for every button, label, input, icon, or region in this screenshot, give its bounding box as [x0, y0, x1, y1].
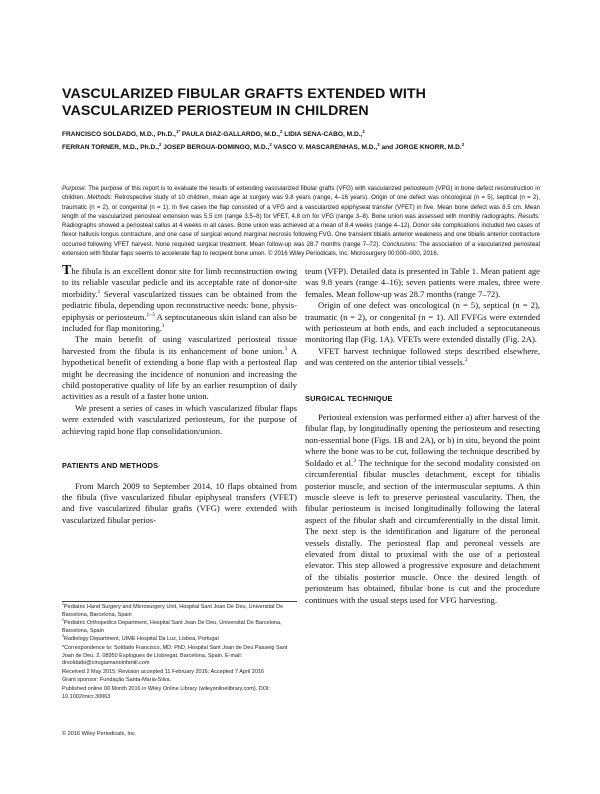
author-name: FERRAN TORNER, M.D., Ph.D.,	[62, 144, 159, 151]
affiliation-marker: 1*	[175, 128, 180, 134]
citation: 3	[353, 457, 356, 464]
abstract	[62, 184, 540, 258]
abstract-results-label: Results:	[517, 212, 540, 220]
abstract-methods: Retrospective study of 10 children, mean age at surgery was 9.8 years (range, 4–16 years). Origin of one defect was oncological (n = 5), septical (n = 2), traumatic (n = 2), or congenital (n = 1). In five cases the flap consisted of a VFG and a vascularized epiphyseal transfer (VFET) in five. Mean bone defect was 8.5 cm. Mean length of the vascularized periosteal extension was 5.5 cm (range 3.5–8) for VFET, 4.8 cm for VFG (range 3–8). Bone union was assessed with monthly radiographs.	[62, 194, 540, 220]
body-text: he fibula is an excellent donor site for limb reconstruction owing to its reliable vascular pedicle and its acceptable rate of donor-site morbidity.	[62, 266, 297, 299]
footnotes	[62, 601, 297, 702]
citation: 1	[97, 288, 101, 295]
author-name: FRANCISCO SOLDADO, M.D., Ph.D.,	[62, 131, 176, 138]
author-name: LIDIA SENA-CABO, M.D.,	[282, 131, 363, 138]
intro-paragraph-3: We present a series of cases in which vascularized fibular flaps were extended with vascularized periosteum, for the purpose of achieving rapid bone flap consolidation/union.	[62, 402, 297, 436]
affiliation-marker: 2	[362, 128, 365, 134]
title-line-1: VASCULARIZED FIBULAR GRAFTS EXTENDED WITH	[62, 86, 427, 102]
affiliation-marker: 2	[269, 141, 272, 147]
body-text: Periosteal extension was performed either a) after harvest of the fibular flap, by longitudinally opening the periosteum and resecting non-essential bone (Figs. 1B and 2A), or b) in situ, beyond the point where the bone was to be cut, following the technique described by Soldado et al.	[305, 412, 540, 468]
abstract-text	[62, 184, 540, 258]
section-heading-patients-methods: PATIENTS AND METHODS	[62, 461, 159, 471]
abstract-methods-label: Methods:	[87, 194, 113, 202]
footnote-received: Received 2 May 2015; Revision accepted 11 February 2016; Accepted 7 April 2016	[62, 668, 264, 675]
author-list	[62, 128, 542, 154]
left-column	[62, 263, 297, 526]
body-text: A hypothetical benefit of extending a bone flap with a periosteal flap might be decreasing the incidence of nonunion and increasing the child postoperative quality of life by an earlier resumption of daily activities as a result of a faster bone union.	[62, 345, 297, 402]
right-column	[305, 266, 540, 606]
author-name: VASCO V. MASCARENHAS, M.D.,	[271, 144, 378, 151]
authors-line-1	[62, 128, 542, 141]
methods-paragraph-2: Origin of one defect was oncological (n = 5), septical (n = 2), traumatic (n = 2), or congenital (n = 1). All FVFGs were extended with periosteum at both ends, and each included a septocutaneous monitoring flap (Fig. 1A). VFETs were extended distally (Fig. 2A).	[305, 300, 540, 345]
citation: 3	[284, 345, 288, 352]
technique-paragraph-1	[305, 412, 540, 606]
affiliation-marker: 1	[62, 602, 64, 607]
section-heading-surgical-technique: SURGICAL TECHNIQUE	[305, 393, 393, 403]
footnote-affiliation-2	[62, 620, 297, 635]
citation: 1	[161, 323, 165, 330]
abstract-purpose-label: Purpose:	[62, 185, 87, 192]
article-title	[62, 86, 532, 120]
affiliation-marker: 2	[280, 128, 283, 134]
affiliation-marker: 2	[461, 141, 465, 147]
authors-line-2	[62, 141, 542, 154]
affiliation-marker: 2	[62, 618, 64, 623]
footnote-text: Radiology Department, UIME Hospital Da Luz, Lisboa, Portugal	[63, 636, 219, 643]
author-name: JOSEP BERGUA-DOMINGO, M.D.,	[161, 144, 270, 151]
affiliation-marker: 3	[377, 141, 380, 147]
citation: 1–3	[146, 311, 155, 318]
footnote-affiliation-3	[62, 636, 297, 644]
footnote-text: Pediatric Hand Surgery and Microsurgery Unit, Hospital Sant Joan De Deu, Universitat De Barcelona, Barcelona, Spain	[62, 604, 284, 618]
affiliation-marker: 3	[62, 634, 64, 639]
abstract-purpose: The purpose of this report is to evaluate the results of extending vascularized fibular grafts (VFG) with vascularized periosteum (VPG) in bone defect reconstruction in children.	[62, 185, 540, 202]
intro-paragraph-2	[62, 334, 297, 402]
drop-cap: T	[62, 263, 72, 278]
footnote-affiliation-1	[62, 604, 297, 619]
methods-paragraph-3	[305, 346, 540, 369]
body-text: VFET harvest technique followed steps described elsewhere, and was centered on the anterior tibial vessels.	[305, 345, 540, 368]
methods-paragraph-continued: teum (VFP). Detailed data is presented in Table 1. Mean patient age was 9.8 years (range 4–16); seven patients were males, three were females. Mean follow-up was 28.7 months (range 7–72).	[305, 266, 540, 299]
title-line-2: VASCULARIZED PERIOSTEUM IN CHILDREN	[62, 103, 369, 119]
intro-paragraph-1	[62, 263, 297, 334]
body-text: A septocutaneous skin island can also be included for flap monitoring.	[62, 311, 297, 334]
body-text: The technique for the second modality consisted on circumferential fibular muscles detachment, except for tibialis posterior muscle, and section of the intermuscular septums. A thin muscle sleeve is left to preserve periosteal vascularity. Then, the fibular periosteum is incised longitudinally following the lateral aspect of the fibular shaft and circumferentially in the distal limit. The next step is the identification and ligature of the peroneal vessels distally. The periosteal flap and peroneal vessels are elevated from distal to proximal with the use of a periosteal elevator. This step allowed a progressive exposure and detachment of the tibialis posterior muscle. Once the desired length of periosteum has obtained, fibular bone is cut and the procedure continues with the usual steps used for VFG harvesting.	[305, 457, 540, 605]
footnote-published: Published online 00 Month 2016 in Wiley Online Library (wileyonlinelibrary.com). DOI: 10.1002/micr.30063	[62, 685, 271, 700]
author-name: PAULA DIAZ-GALLARDO, M.D.,	[180, 131, 280, 138]
footnote-text: Pediatric Orthopedics Department, Hospital Sant Joan De Deu, Universitat De Barcelona, Barcelona, Spain	[62, 620, 282, 634]
abstract-results: Radiographs showed a periosteal callus at 4 weeks in all cases. Bone union was achieved at a mean of 8.4 weeks (range 4–12). Donor site complications included two cases of flexor hallucis longus contracture, and one case of surgical wound marginal necrosis following FVG. One transient tibialis anterior weakness and one tibialis anterior contracture occurred following VFET harvest. None required surgical treatment. Mean follow-up was 28.7 months (range 7–72).	[62, 222, 540, 248]
body-text: Several vascularized tissues can be obtained from the pediatric fibula, depending upon reconstructive needs: bone, physis-epiphysis or periosteum.	[62, 288, 297, 322]
author-name: and JORGE KNORR, M.D.	[379, 144, 462, 151]
affiliation-marker: 2	[158, 141, 162, 147]
footnote-divider	[62, 601, 297, 602]
copyright-notice: © 2016 Wiley Periodicals, Inc.	[62, 731, 137, 737]
abstract-conclusions: The association of a vascularized periosteal extension with fibular flaps seems to accelerate flap to recipient bone union. © 2016 Wiley Periodicals, Inc. Microsurgery 00:000–000, 2016.	[62, 240, 540, 257]
abstract-conclusions-label: Conclusions:	[382, 240, 418, 248]
footnote-correspondence: *Correspondence to: Soldado Francisco, MD, PhD, Hospital Sant Joan de Deu Passeig Sant Joan de Deu, 2, 08950 Esplugues de Llobregat, Barcelona, Spain. E-mail: drsoldado@cirugiamanoinfantil.com	[62, 644, 288, 667]
footnote-grant: Grant sponsor: Fundação Santa-Maria-Silva.	[62, 677, 172, 684]
body-text: The main benefit of using vascularized periosteal tissue harvested from the fibula is its enhancement of bone union.	[62, 334, 297, 356]
citation: 2	[464, 357, 468, 364]
methods-paragraph-1: From March 2009 to September 2014, 10 flaps obtained from the fibula (five vascularized fibular epiphyseal transfers (VFET) and five vascularized fibular grafts (VFG) were extended with vascularized fibular perios-	[62, 480, 297, 525]
